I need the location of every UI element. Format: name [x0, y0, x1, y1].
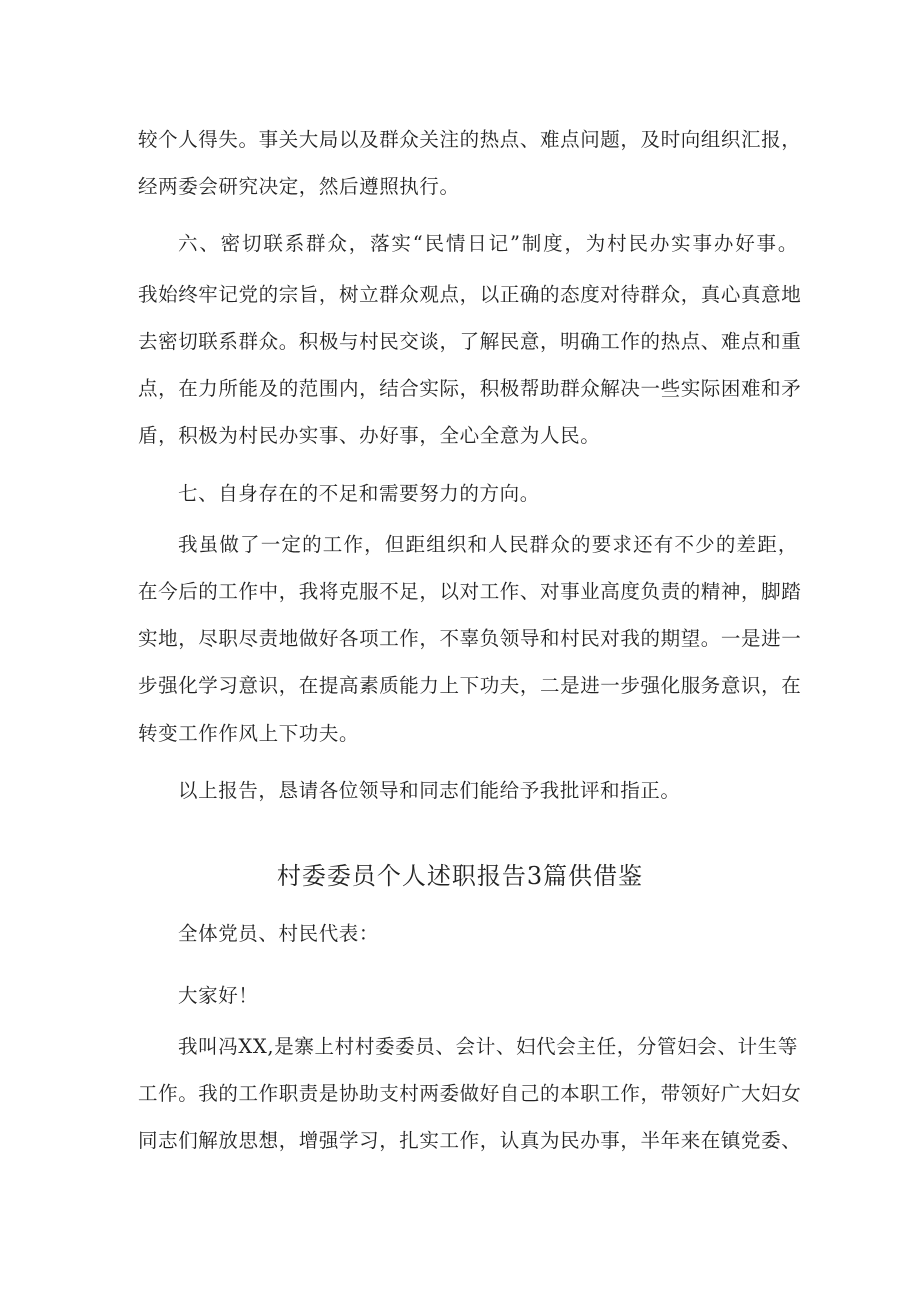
paragraph-line: 步强化学习意识，在提高素质能力上下功夫，二是进一步强化服务意识，在 [138, 674, 802, 697]
paragraph-line: 较个人得失。事关大局以及群众关注的热点、难点问题，及时向组织汇报， [138, 128, 802, 151]
section-heading-7: 七、自身存在的不足和需要努力的方向。 [178, 482, 540, 505]
paragraph-line: 去密切联系群众。积极与村民交谈，了解民意，明确工作的热点、难点和重 [138, 330, 802, 353]
paragraph-line: 在今后的工作中，我将克服不足，以对工作、对事业高度负责的精神，脚踏 [138, 580, 802, 603]
paragraph-line: 实地，尽职尽责地做好各项工作，不辜负领导和村民对我的期望。一是进一 [138, 627, 802, 650]
paragraph-line: 同志们解放思想，增强学习，扎实工作，认真为民办事，半年来在镇党委、 [138, 1129, 802, 1152]
document-title: 村委委员个人述职报告3篇供借鉴 [276, 862, 644, 890]
paragraph-line: 我始终牢记党的宗旨，树立群众观点，以正确的态度对待群众，真心真意地 [138, 283, 802, 306]
greeting: 大家好！ [178, 984, 259, 1007]
section-heading-6: 六、密切联系群众，落实“民情日记”制度，为村民办实事办好事。 [178, 232, 798, 255]
paragraph-line: 盾，积极为村民办实事、办好事，全心全意为人民。 [138, 424, 601, 447]
paragraph-line: 点，在力所能及的范围内，结合实际，积极帮助群众解决一些实际困难和矛 [138, 377, 802, 400]
paragraph-line: 经两委会研究决定，然后遵照执行。 [138, 175, 460, 198]
paragraph-line: 工作。我的工作职责是协助支村两委做好自己的本职工作，带领好广大妇女 [138, 1082, 802, 1105]
paragraph-line: 我叫冯XX,是寨上村村委委员、会计、妇代会主任，分管妇会、计生等 [178, 1035, 798, 1058]
paragraph-line: 我虽做了一定的工作，但距组织和人民群众的要求还有不少的差距， [178, 533, 798, 556]
paragraph-line: 转变工作作风上下功夫。 [138, 722, 360, 745]
closing-line: 以上报告，恳请各位领导和同志们能给予我批评和指正。 [178, 779, 681, 802]
salutation: 全体党员、村民代表： [178, 922, 380, 945]
